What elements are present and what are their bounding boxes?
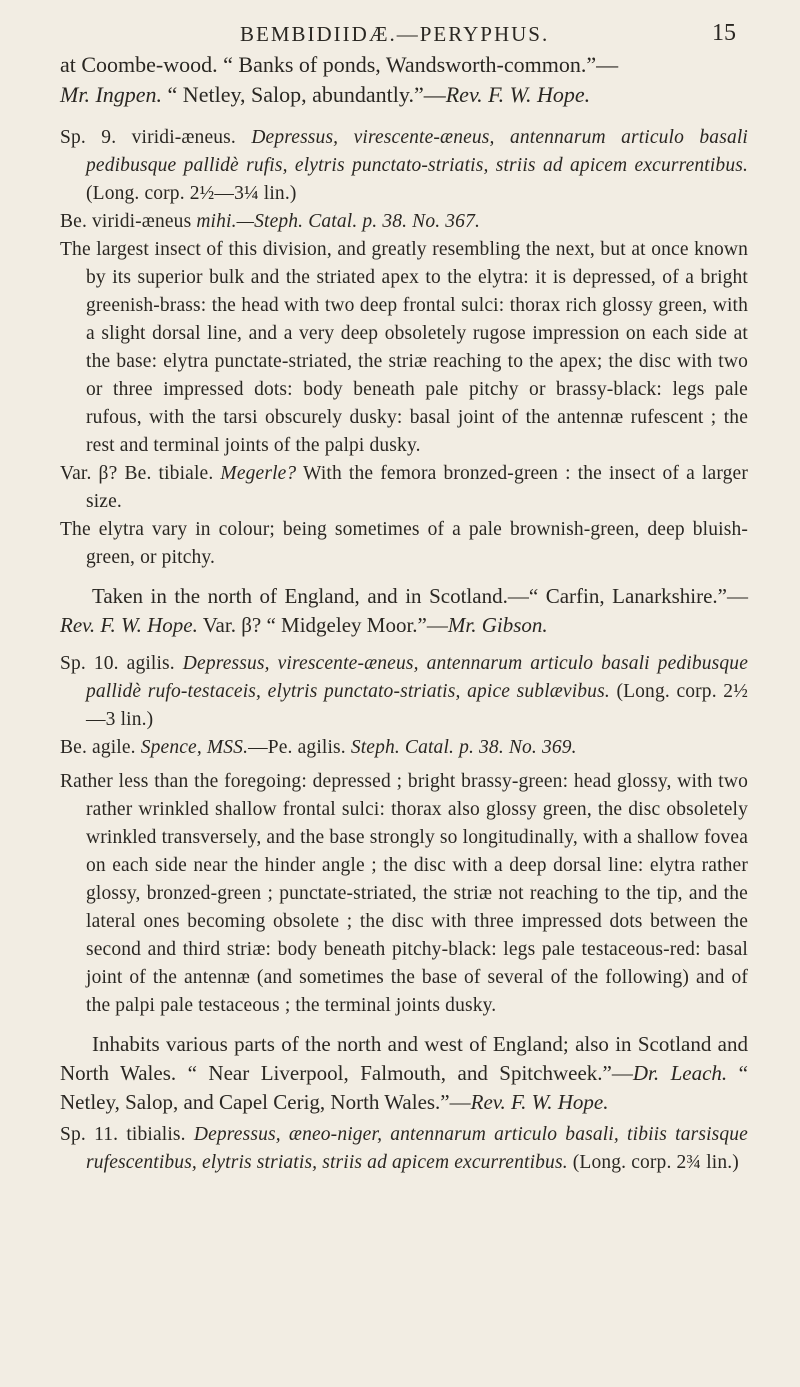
running-title: BEMBIDIIDÆ.—PERYPHUS. [240, 22, 550, 46]
synonymy-sp9: Be. viridi-æneus mihi.—Steph. Catal. p. 38. No. 367. [60, 211, 481, 232]
variety-sp9: Var. β? Be. tibiale. Megerle? With the femora bronzed-green : the insect of a larger size. [60, 463, 748, 512]
species-diagnosis-sp9: Sp. 9. viridi-æneus. Depressus, virescente-æneus, antennarum articulo basali pedibusque pallidè rufis, elytris punctato-striatis, striis ad apicem excurrentibus. (Long. corp. 2½—3¼ lin.) [60, 127, 748, 204]
locality-paragraph-sp10: Inhabits various parts of the north and west of England; also in Scotland and North Wales. “ Near Liverpool, Falmouth, and Spitchweek.”—Dr. Leach. “ Netley, Salop, and Capel Cerig, North Wales.”—Rev. F. W. Hope. [60, 1032, 748, 1114]
species-diagnosis-sp11: Sp. 11. tibialis. Depressus, æneo-niger, antennarum articulo basali, tibiis tarsisque rufescentibus, elytris striatis, striis ad apicem excurrentibus. (Long. corp. 2¾ lin.) [60, 1124, 748, 1173]
page-number: 15 [712, 20, 736, 46]
colour-note-sp9: The elytra vary in colour; being sometimes of a pale brownish-green, deep bluish-green, or pitchy. [60, 519, 748, 568]
description-sp9: The largest insect of this division, and greatly resembling the next, but at once known by its superior bulk and the striated apex to the elytra: it is depressed, of a bright greenish-brass: the head with two deep frontal sulci: thorax rich glossy green, with a slight dorsal line, and a very deep obsoletely rugose impression on each side at the base: elytra punctate-striated, the striæ reaching to the apex; the disc with two or three impressed dots: body beneath pale pitchy or brassy-black: legs pale rufous, with the tarsi obscurely dusky: basal joint of the antennæ rufescent ; the rest and terminal joints of the palpi dusky. [60, 239, 748, 456]
locality-paragraph-sp9: Taken in the north of England, and in Scotland.—“ Carfin, Lanarkshire.”—Rev. F. W. Hope. Var. β? “ Midgeley Moor.”—Mr. Gibson. [60, 584, 748, 637]
species-diagnosis-sp10: Sp. 10. agilis. Depressus, virescente-æneus, antennarum articulo basali pedibusque pallidè rufo-testaceis, elytris punctato-striatis, apice sublævibus. (Long. corp. 2½—3 lin.) [60, 653, 748, 730]
synonymy-sp10: Be. agile. Spence, MSS.—Pe. agilis. Steph. Catal. p. 38. No. 369. [60, 737, 577, 758]
description-sp10: Rather less than the foregoing: depressed ; bright brassy-green: head glossy, with two rather wrinkled shallow frontal sulci: thorax also glossy green, the disc obsoletely wrinkled transversely, and the base strongly so longitudinally, with a shallow fovea on each side near the hinder angle ; the disc with a deep dorsal line: elytra rather glossy, bronzed-green ; punctate-striated, the striæ not reaching to the tip, and the lateral ones becoming obsolete ; the disc with three impressed dots between the second and third striæ: body beneath pitchy-black: legs pale testaceous-red: basal joint of the antennæ (and sometimes the base of several of the following) and of the palpi pale testaceous ; the terminal joints dusky. [60, 771, 748, 1016]
running-head [60, 14, 748, 50]
locality-paragraph-sp8: at Coombe-wood. “ Banks of ponds, Wandsworth-common.”— Mr. Ingpen. “ Netley, Salop, abundantly.”—Rev. F. W. Hope. [60, 52, 619, 107]
